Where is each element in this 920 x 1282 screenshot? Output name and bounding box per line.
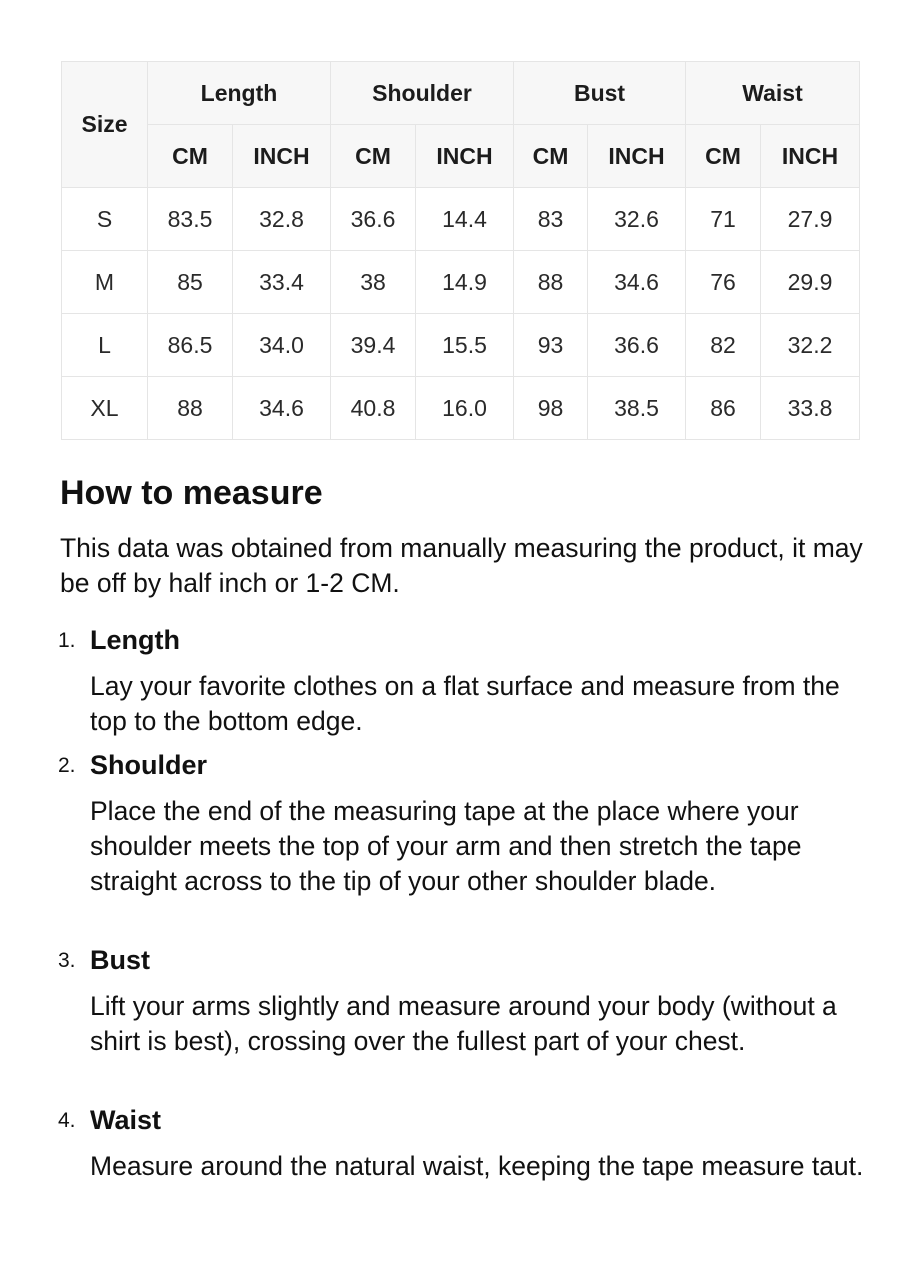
step-title: Bust: [90, 945, 150, 975]
size-cell: M: [62, 251, 148, 314]
table-cell: 39.4: [331, 314, 416, 377]
table-cell: 32.8: [233, 188, 331, 251]
table-cell: 83: [514, 188, 588, 251]
table-cell: 93: [514, 314, 588, 377]
step-number: 4.: [58, 1109, 76, 1132]
table-cell: 27.9: [761, 188, 860, 251]
table-cell: 88: [514, 251, 588, 314]
table-cell: 15.5: [416, 314, 514, 377]
step-title: Waist: [90, 1105, 162, 1135]
size-cell: L: [62, 314, 148, 377]
unit-header: CM: [514, 125, 588, 188]
step-title: Length: [90, 625, 180, 655]
step-number: 1.: [58, 629, 76, 652]
unit-header: INCH: [588, 125, 686, 188]
unit-header: CM: [686, 125, 761, 188]
table-cell: 86.5: [148, 314, 233, 377]
table-cell: 33.8: [761, 377, 860, 440]
table-cell: 38.5: [588, 377, 686, 440]
table-cell: 36.6: [331, 188, 416, 251]
table-cell: 14.4: [416, 188, 514, 251]
unit-header: CM: [331, 125, 416, 188]
step-description: Lift your arms slightly and measure around your body (without a shirt is best), crossing over the fullest part of your chest.: [90, 991, 837, 1056]
table-cell: 34.6: [588, 251, 686, 314]
table-cell: 40.8: [331, 377, 416, 440]
table-cell: 38: [331, 251, 416, 314]
table-cell: 83.5: [148, 188, 233, 251]
step-description: Measure around the natural waist, keeping the tape measure taut.: [90, 1151, 864, 1181]
table-cell: 14.9: [416, 251, 514, 314]
table-cell: 86: [686, 377, 761, 440]
table-cell: 76: [686, 251, 761, 314]
step-number: 3.: [58, 949, 76, 972]
unit-header: INCH: [233, 125, 331, 188]
table-row: [62, 188, 860, 251]
table-cell: 32.6: [588, 188, 686, 251]
shoulder-header: Shoulder: [331, 62, 514, 125]
table-cell: 98: [514, 377, 588, 440]
unit-header: INCH: [761, 125, 860, 188]
bust-header: Bust: [514, 62, 686, 125]
step-description: Lay your favorite clothes on a flat surface and measure from the top to the bottom edge.: [90, 671, 840, 736]
table-cell: 36.6: [588, 314, 686, 377]
table-cell: 32.2: [761, 314, 860, 377]
unit-header: CM: [148, 125, 233, 188]
table-cell: 71: [686, 188, 761, 251]
step-number: 2.: [58, 754, 76, 777]
step-title: Shoulder: [90, 750, 208, 780]
size-cell: XL: [62, 377, 148, 440]
waist-header: Waist: [686, 62, 860, 125]
size-chart-table: [61, 61, 860, 440]
measure-intro-text: This data was obtained from manually measuring the product, it may be off by half inch or 1-2 CM.: [60, 533, 863, 598]
table-cell: 16.0: [416, 377, 514, 440]
unit-header: INCH: [416, 125, 514, 188]
step-description: Place the end of the measuring tape at the place where your shoulder meets the top of your arm and then stretch the tape straight across to the tip of your other shoulder blade.: [90, 796, 802, 896]
size-header: Size: [62, 62, 148, 188]
table-cell: 29.9: [761, 251, 860, 314]
table-row: [62, 314, 860, 377]
table-row: [62, 251, 860, 314]
table-cell: 82: [686, 314, 761, 377]
table-cell: 88: [148, 377, 233, 440]
table-cell: 33.4: [233, 251, 331, 314]
how-to-measure-title: How to measure: [60, 474, 323, 512]
table-cell: 34.0: [233, 314, 331, 377]
size-cell: S: [62, 188, 148, 251]
table-header-row-groups: [62, 62, 860, 125]
table-row: [62, 377, 860, 440]
table-header-row-units: [62, 125, 860, 188]
length-header: Length: [148, 62, 331, 125]
table-cell: 34.6: [233, 377, 331, 440]
table-cell: 85: [148, 251, 233, 314]
